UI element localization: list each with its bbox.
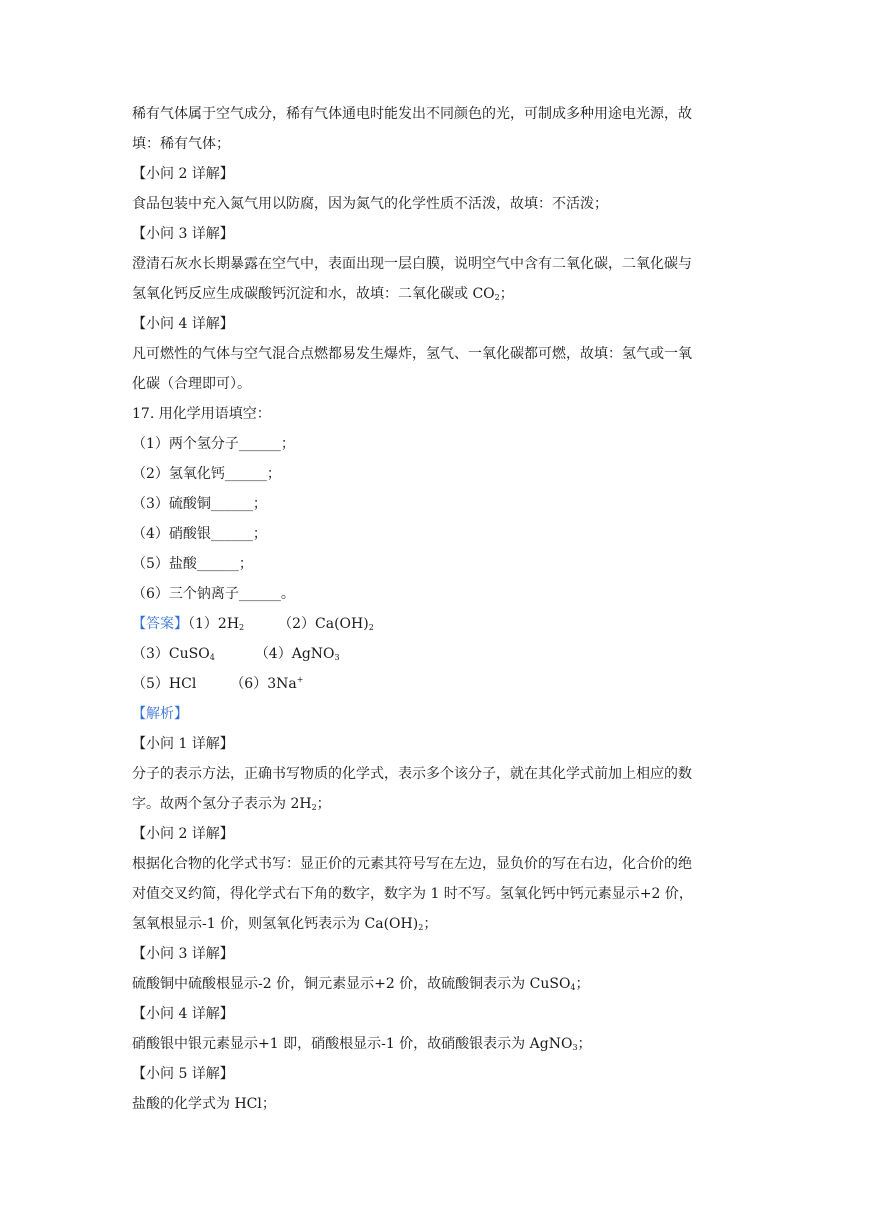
analysis-label: 【解析】 <box>132 706 188 722</box>
answer-item: （1）2H <box>188 616 240 632</box>
text-line: 澄清石灰水长期暴露在空气中，表面出现一层白膜，说明空气中含有二氧化碳，二氧化碳与 <box>132 256 692 272</box>
sub-question-heading: 【小问 3 详解】 <box>132 946 234 962</box>
text-line <box>132 794 331 814</box>
answer-item: （6）3Na <box>230 676 297 692</box>
text-line: 分子的表示方法，正确书写物质的化学式，表示多个该分子，就在其化学式前加上相应的数 <box>132 766 692 782</box>
answer-line <box>132 614 374 634</box>
text-line: 凡可燃性的气体与空气混合点燃都易发生爆炸，氢气、一氧化碳都可燃，故填：氢气或一氧 <box>132 346 692 362</box>
question-item: （1）两个氢分子______； <box>132 436 295 452</box>
question-item: （5）盐酸______； <box>132 556 253 572</box>
text-segment: ； <box>316 796 331 812</box>
answer-item: （2）Ca(OH) <box>278 616 369 632</box>
answer-label: 【答案】 <box>132 616 188 632</box>
subscript: 2 <box>368 623 374 632</box>
text-line: 对值交叉约简，得化学式右下角的数字，数字为 1 时不写。氢氧化钙中钙元素显示+2 价， <box>132 886 693 902</box>
text-segment: ； <box>575 976 590 992</box>
text-line <box>132 974 590 994</box>
question-title: 17. 用化学用语填空： <box>132 406 271 422</box>
text-line: 化碳（合理即可）。 <box>132 376 251 392</box>
text-segment: 氢氧根显示-1 价，则氢氧化钙表示为 Ca(OH) <box>132 916 419 932</box>
subscript: 2 <box>239 623 245 632</box>
sub-question-heading: 【小问 2 详解】 <box>132 826 234 842</box>
question-item: （3）硫酸铜______； <box>132 496 267 512</box>
subscript: 2 <box>311 803 317 812</box>
superscript: + <box>296 675 304 684</box>
subscript: 4 <box>209 653 215 662</box>
sub-question-heading: 【小问 3 详解】 <box>132 226 234 242</box>
sub-question-heading: 【小问 4 详解】 <box>132 1006 234 1022</box>
sub-question-heading: 【小问 5 详解】 <box>132 1066 234 1082</box>
sub-question-heading: 【小问 4 详解】 <box>132 316 234 332</box>
answer-item: （4）AgNO <box>254 646 335 662</box>
text-segment: ； <box>499 286 514 302</box>
answer-line <box>132 644 340 664</box>
text-line: 填：稀有气体； <box>132 136 230 152</box>
question-item: （4）硝酸银______； <box>132 526 267 542</box>
subscript: 2 <box>494 293 500 302</box>
text-segment: ； <box>577 1036 592 1052</box>
question-item: （6）三个钠离子______。 <box>132 586 295 602</box>
subscript: 4 <box>570 983 576 992</box>
text-line: 稀有气体属于空气成分，稀有气体通电时能发出不同颜色的光，可制成多种用途电光源，故 <box>132 106 692 122</box>
text-line <box>132 914 437 934</box>
text-line <box>132 284 514 304</box>
sub-question-heading: 【小问 2 详解】 <box>132 166 234 182</box>
text-line <box>132 1034 592 1054</box>
text-line: 根据化合物的化学式书写：显正价的元素其符号写在左边，显负价的写在右边，化合价的绝 <box>132 856 692 872</box>
text-line: 食品包装中充入氮气用以防腐，因为氮气的化学性质不活泼，故填：不活泼； <box>132 196 608 212</box>
text-segment: 硝酸银中银元素显示+1 即，硝酸根显示-1 价，故硝酸银表示为 AgNO <box>132 1036 573 1052</box>
subscript: 3 <box>334 653 340 662</box>
question-item: （2）氢氧化钙______； <box>132 466 281 482</box>
answer-line <box>132 674 303 694</box>
text-segment: 硫酸铜中硫酸根显示-2 价，铜元素显示+2 价，故硫酸铜表示为 CuSO <box>132 976 571 992</box>
subscript: 2 <box>418 923 424 932</box>
text-line: 盐酸的化学式为 HCl； <box>132 1096 276 1112</box>
answer-item: （3）CuSO <box>132 646 210 662</box>
text-segment: ； <box>423 916 438 932</box>
subscript: 3 <box>572 1043 578 1052</box>
text-segment: 氢氧化钙反应生成碳酸钙沉淀和水，故填：二氧化碳或 CO <box>132 286 495 302</box>
text-segment: 字。故两个氢分子表示为 2H <box>132 796 312 812</box>
answer-item: （5）HCl <box>132 676 197 692</box>
sub-question-heading: 【小问 1 详解】 <box>132 736 234 752</box>
